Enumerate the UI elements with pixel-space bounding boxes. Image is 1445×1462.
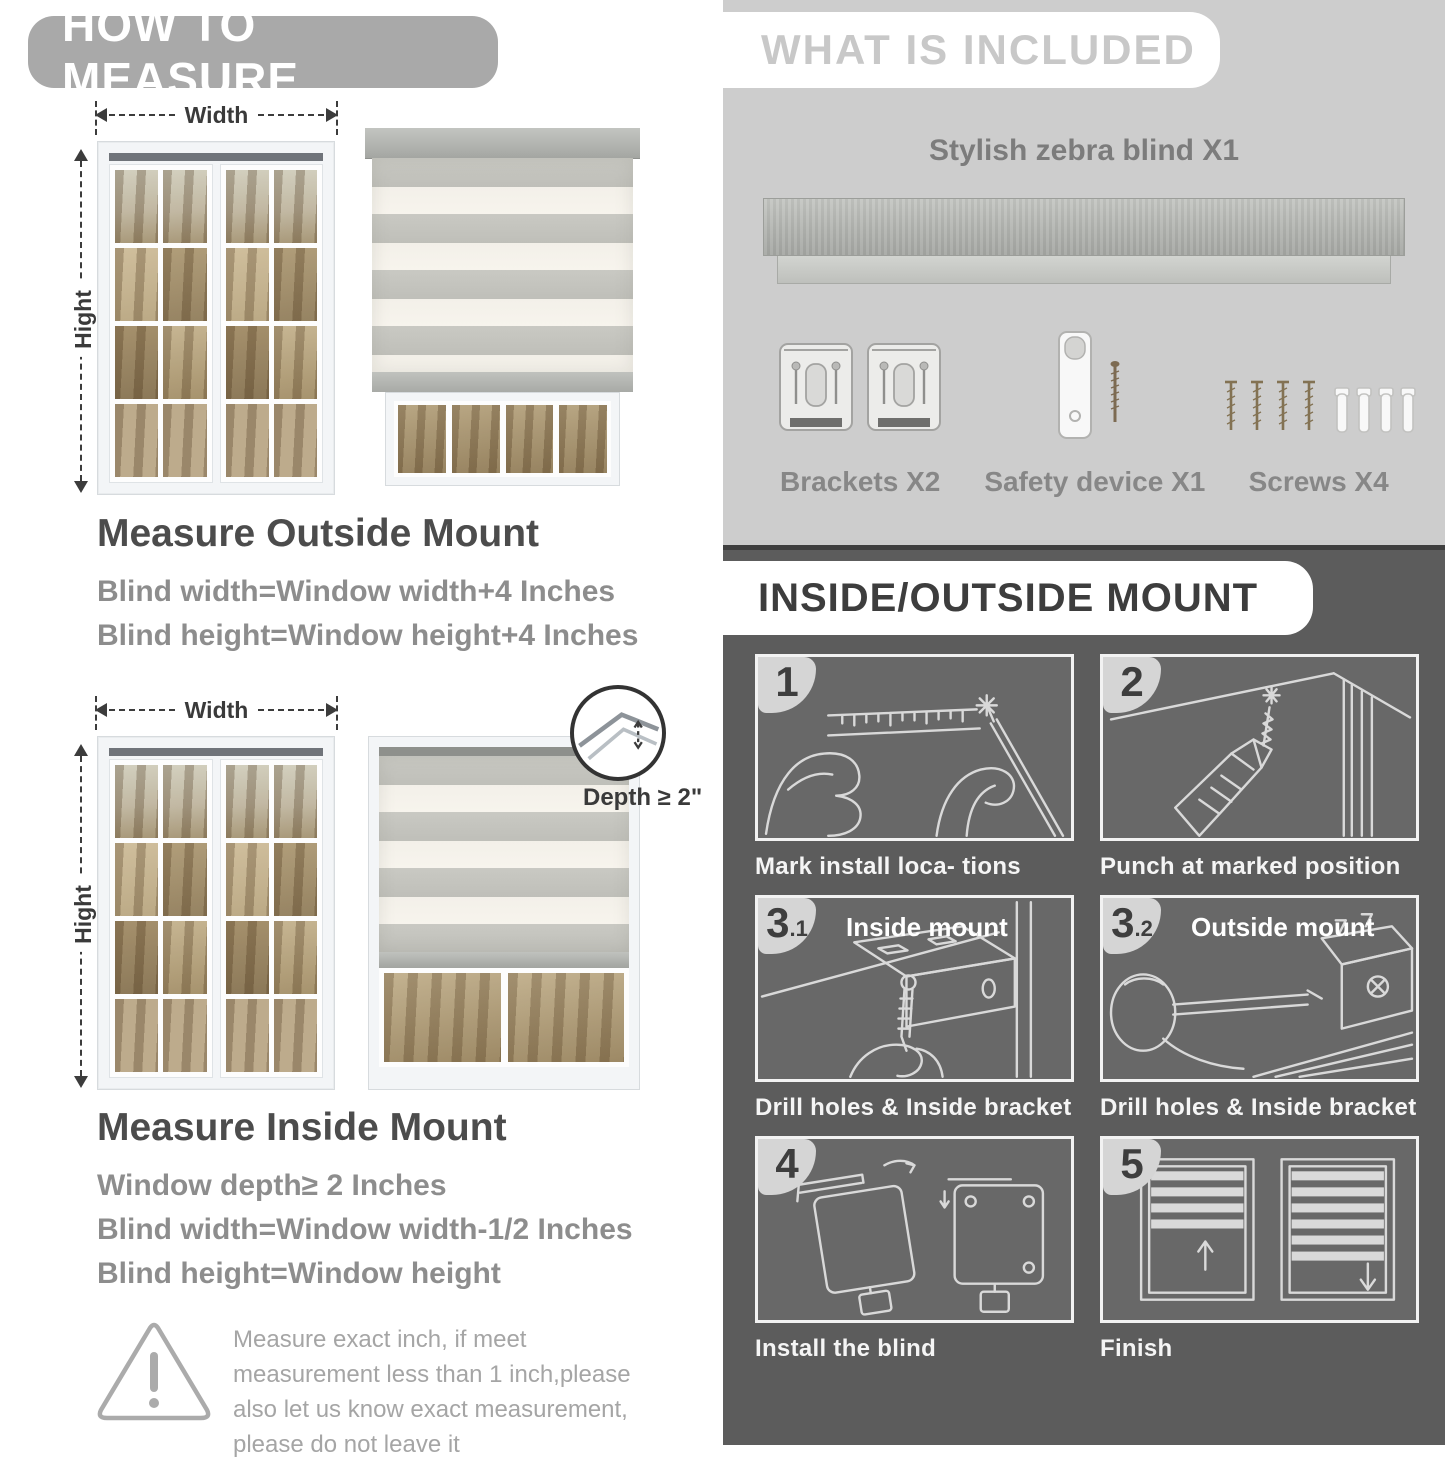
step-5 [1100,1136,1419,1363]
height-measure-arrow [69,149,96,493]
step-4 [755,1136,1074,1363]
step-caption: Drill holes & Inside bracket [755,1094,1072,1121]
measure-inside-line: Window depth≥ 2 Inches [97,1169,447,1202]
item-label: Safety device X1 [984,466,1206,497]
measure-inside-block [97,1106,633,1296]
height-label: Hight [68,877,99,952]
window-door [220,759,324,1078]
width-measure-arrow [95,696,338,723]
warning-text: Measure exact inch, if meet measurement less than 1 inch,please also let us know exact measurement, please do not leave it [233,1326,631,1458]
height-label: Hight [68,282,99,357]
outside-mount-figure [0,101,723,505]
safety-device-icon [1053,330,1137,442]
height-measure-arrow [69,744,96,1088]
measure-inside-line: Blind height=Window height [97,1257,501,1290]
depth-magnifier-icon [570,685,666,781]
step-caption: Drill holes & Inside bracket [1100,1094,1417,1121]
inside-outside-mount-section [723,545,1445,1445]
what-is-included-banner [723,12,1220,88]
step-2 [1100,654,1419,881]
step-3-1 [755,895,1074,1122]
step-1 [755,654,1074,881]
window-door [220,164,324,483]
step-card [1100,1136,1419,1323]
headrail-illustration [763,198,1405,284]
what-is-included-title: WHAT IS INCLUDED [761,26,1196,73]
depth-label: Depth ≥ 2" [583,784,703,811]
included-items-row [723,330,1445,498]
step-badge: 4 [758,1139,816,1195]
step-badge: 2 [1103,657,1161,713]
step-card [755,895,1074,1082]
blind-bottom-rail [372,372,633,392]
measure-outside-title: Measure Outside Mount [97,512,540,555]
measure-inside-line: Blind width=Window width-1/2 Inches [97,1213,633,1246]
step-caption: Install the blind [755,1335,937,1362]
step-card [755,1136,1074,1323]
measure-outside-line: Blind height=Window height+4 Inches [97,619,639,652]
inside-outside-mount-banner [723,561,1313,635]
warning-triangle-icon [95,1318,213,1422]
blind-bottom-rail [379,952,629,968]
screws-icon [1215,378,1423,442]
step-card [755,654,1074,841]
window-door [109,759,213,1078]
how-to-measure-section [0,0,723,1458]
blind-headrail [365,128,640,158]
item-label: Screws X4 [1248,466,1389,497]
zebra-blind-outside-illustration [365,128,640,486]
width-label: Width [184,696,249,723]
right-section [723,0,1445,1445]
arrow-up-icon [74,149,88,161]
measure-outside-line: Blind width=Window width+4 Inches [97,575,616,608]
included-item-screws [1192,330,1445,498]
window-door [109,164,213,483]
measure-outside-block [97,512,638,658]
step-caption: Punch at marked position [1100,853,1401,880]
window-fragment [379,968,629,1067]
included-item-safety-device [984,330,1206,498]
step-3-2 [1100,895,1419,1122]
arrow-up-icon [74,744,88,756]
item-label: Brackets X2 [780,466,941,497]
product-title: Stylish zebra blind X1 [928,134,1240,167]
inside-mount-figure [0,690,723,1100]
steps-grid [755,654,1419,1363]
width-measure-arrow [95,101,338,128]
included-item-brackets [723,330,997,498]
arrow-down-icon [74,481,88,493]
width-label: Width [184,101,249,128]
inside-outside-mount-title: INSIDE/OUTSIDE MOUNT [758,575,1259,620]
bracket-icon [776,338,944,442]
window-illustration [97,141,335,495]
arrow-down-icon [74,1076,88,1088]
window-fragment [385,392,620,486]
step-badge: 3 .1 [758,898,816,954]
window-illustration [97,736,335,1090]
step-card [1100,654,1419,841]
step-card [1100,895,1419,1082]
step-title: Inside mount [846,912,1008,942]
how-to-measure-banner [28,0,498,105]
step-badge: 3 .2 [1103,898,1161,954]
measure-inside-title: Measure Inside Mount [97,1106,507,1149]
step-title: Outside mount [1191,912,1375,942]
step-caption: Finish [1100,1335,1173,1362]
blind-stripes [372,158,633,372]
measurement-warning [95,1318,695,1462]
how-to-measure-title: HOW TO MEASURE [62,0,300,105]
step-badge: 1 [758,657,816,713]
step-badge: 5 [1103,1139,1161,1195]
step-caption: Mark install loca- tions [755,853,1021,880]
